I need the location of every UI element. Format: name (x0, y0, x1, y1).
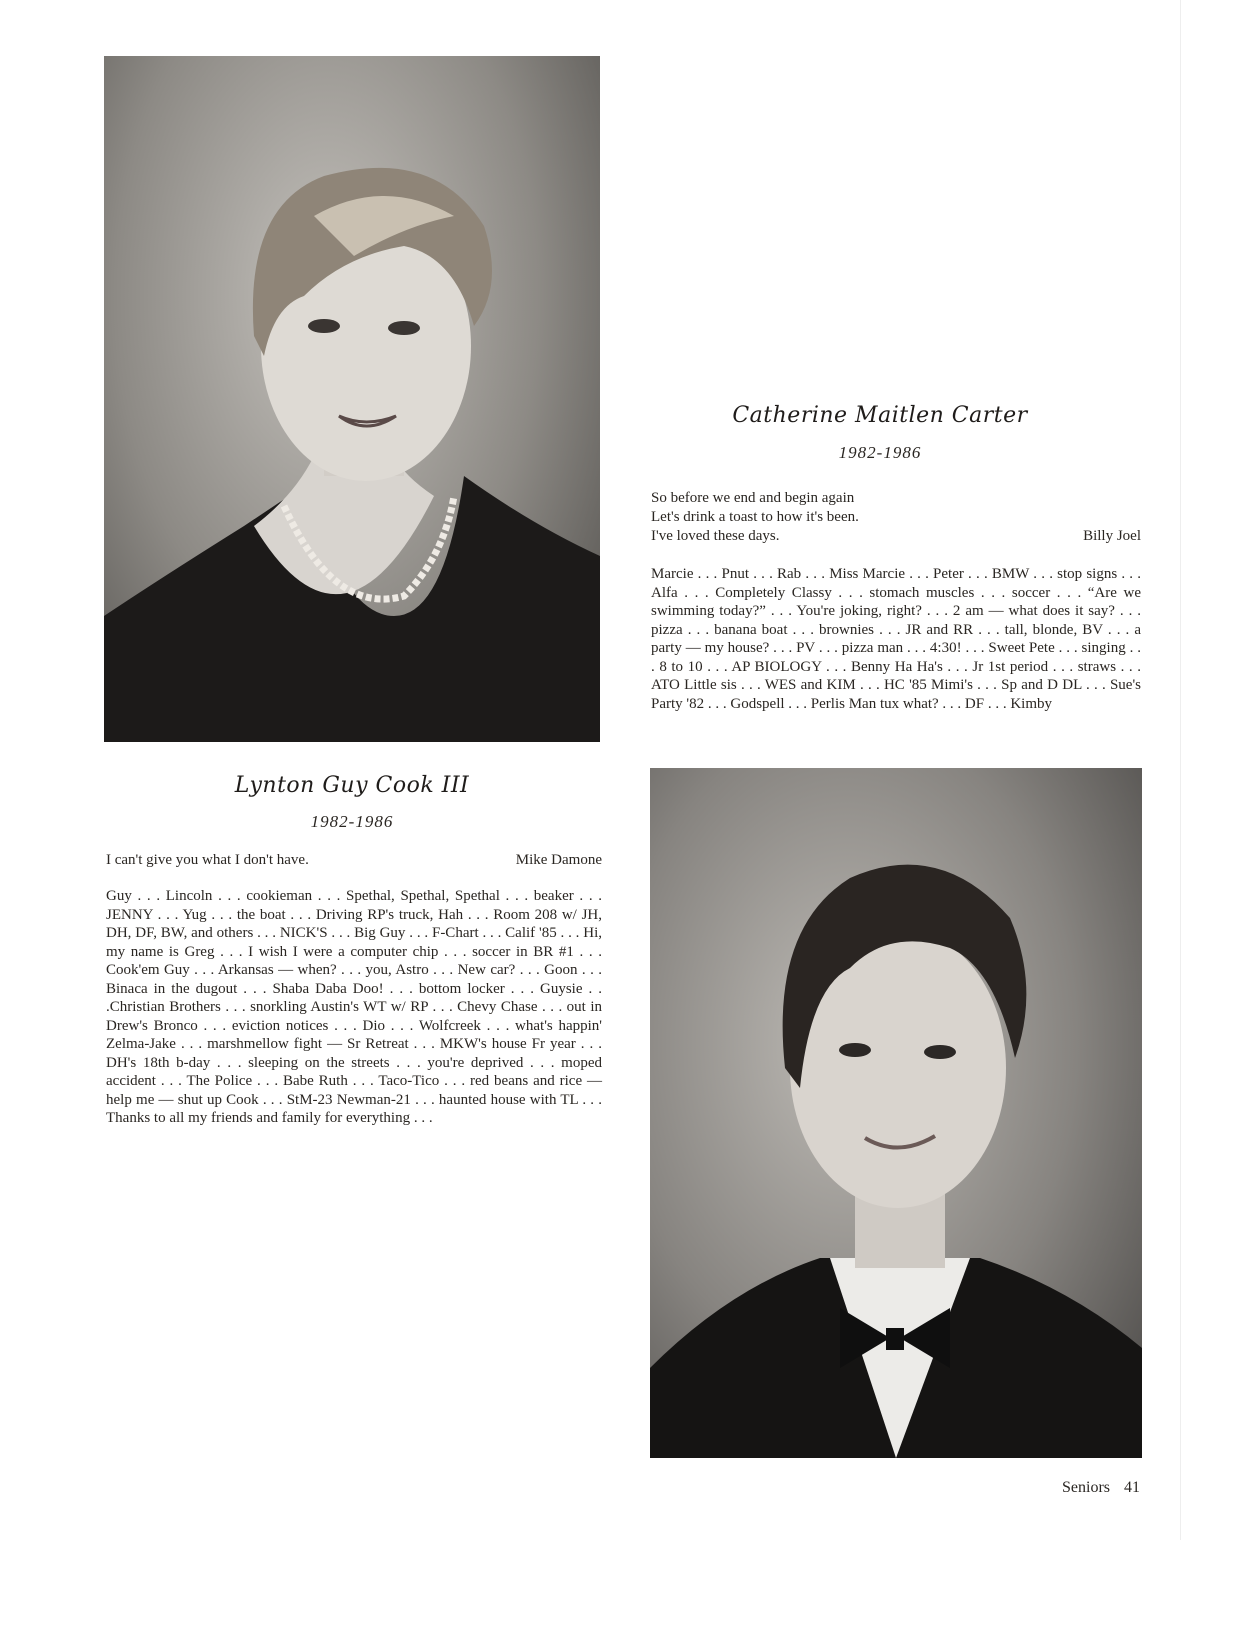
student-name-cook: Lynton Guy Cook III (234, 773, 470, 798)
footer-section: Seniors (1062, 1479, 1110, 1496)
bio-text-carter: Marcie . . . Pnut . . . Rab . . . Miss Marcie . . . Peter . . . BMW . . . stop signs . . . Alfa . . . Completely Classy . . . stomach muscles . . . soccer . . . “Are we swimming today?” . . . You're joking, right? . . . 2 am — what does it say? . . . pizza . . . banana boat . . . brownies . . . JR and RR . . . tall, blonde, BV . . . a party — my house? . . . PV . . . pizza man . . . 4:30! . . . Sweet Pete . . . singing . . . 8 to 10 . . . AP BIOLOGY . . . Benny Ha Ha's . . . Jr 1st period . . . straws . . . ATO Little sis . . . WES and KIM . . . HC '85 Mimi's . . . Sp and D DL . . . Sue's Party '82 . . . Godspell . . . Perlis Man tux what? . . . DF . . . Kimby (651, 566, 1141, 712)
quote-line: So before we end and begin again (651, 490, 855, 506)
student-name-carter: Catherine Maitlen Carter (732, 403, 1028, 428)
quote-line: I've loved these days. (651, 528, 780, 544)
quote-line: Let's drink a toast to how it's been. (651, 509, 859, 525)
bio-text-cook: Guy . . . Lincoln . . . cookieman . . . Spethal, Spethal, Spethal . . . beaker . . . JENNY . . . Yug . . . the boat . . . Driving RP's truck, Hah . . . Room 208 w/ JH, DH, DF, BW, and others . . . NICK'S . . . Big Guy . . . F-Chart . . . Calif '85 . . . Hi, my name is Greg . . . I wish I were a computer chip . . . soccer in BR #1 . . . Cook'em Guy . . . Arkansas — when? . . . you, Astro . . . New car? . . . Goon . . . Binaca in the dugout . . . Shaba Daba Doo! . . . bottom locker . . . Guysie . . .Christian Brothers . . . snorkling Austin's WT w/ RP . . . Chevy Chase . . . out in Drew's Bronco . . . eviction notices . . . Dio . . . Wolfcreek . . . what's happin' Zelma-Jake . . . marshmellow fight — Sr Retreat . . . MKW's house Fr year . . . DH's 18th b-day . . . sleeping on the streets . . . you're deprived . . . moped accident . . . The Police . . . Babe Ruth . . . Taco-Tico . . . red beans and rice — help me — shut up Cook . . . StM-23 Newman-21 . . . haunted house with TL . . . Thanks to all my friends and family for everything . . . (106, 888, 602, 1126)
quote-author-cook: Mike Damone (515, 852, 602, 868)
student-years-cook: 1982-1986 (310, 812, 394, 831)
quote-cook (106, 851, 602, 870)
quote-line: I can't give you what I don't have. (106, 852, 309, 868)
student-years-carter: 1982-1986 (838, 443, 922, 462)
portrait-photo-carter (104, 56, 600, 742)
page-number: 41 (1124, 1479, 1140, 1496)
quote-author-carter: Billy Joel (1083, 528, 1141, 544)
portrait-photo-cook (650, 768, 1142, 1458)
quote-carter (651, 489, 1141, 546)
page-footer (1062, 1479, 1140, 1497)
